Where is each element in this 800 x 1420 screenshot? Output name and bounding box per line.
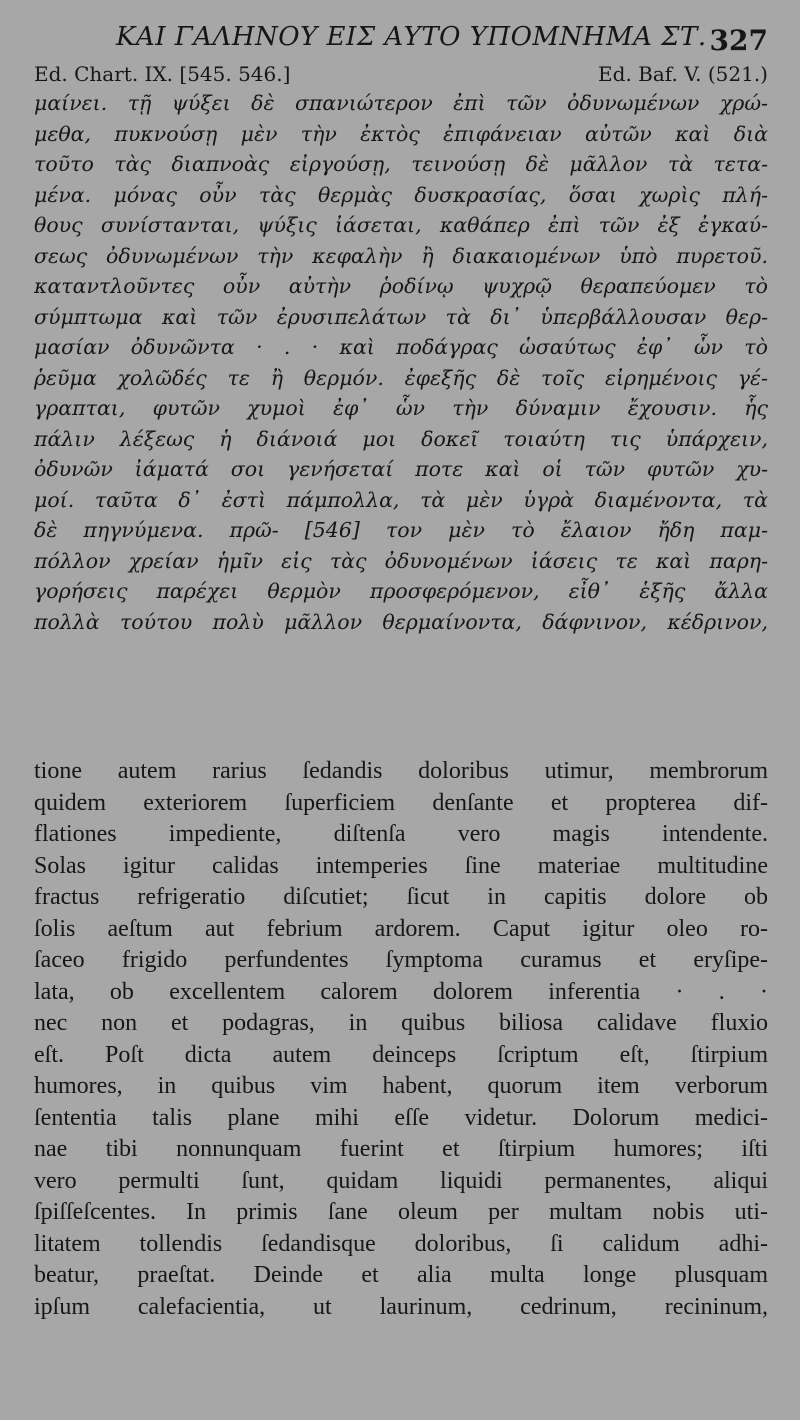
- edition-chart-reference: Ed. Chart. IX. [545. 546.]: [34, 62, 291, 86]
- latin-line: lata, ob excellentem calorem dolorem inferentia · . ·: [34, 978, 768, 1005]
- greek-line: γραπται, φυτῶν χυμοὶ ἐφ᾽ ὧν τὴν δύναμιν ἔχουσιν. ἧς: [34, 396, 768, 420]
- greek-line: μεθα, πυκνούσῃ μὲν τὴν ἐκτὸς ἐπιφάνειαν αὐτῶν καὶ διὰ: [34, 121, 768, 146]
- edition-reference-line: [34, 62, 768, 88]
- latin-line: ſolis aeſtum aut febrium ardorem. Caput igitur oleo ro-: [34, 915, 768, 942]
- latin-line: quidem exteriorem ſuperficiem denſante et propterea dif-: [34, 789, 768, 816]
- latin-text-block: [34, 756, 768, 1323]
- latin-line: beatur, praeſtat. Deinde et alia multa longe plusquam: [34, 1262, 768, 1288]
- greek-line: πολλὰ τούτου πολὺ μᾶλλον θερμαίνοντα, δάφνινον, κέδρινον,: [34, 609, 768, 634]
- latin-line: tione autem rarius ſedandis doloribus utimur, membrorum: [34, 758, 768, 784]
- greek-line: τοῦτο τὰς διαπνοὰς εἰργούσῃ, τεινούσῃ δὲ μᾶλλον τὰ τετα-: [34, 152, 768, 176]
- latin-line: fractus refrigeratio diſcutiet; ſicut in capitis dolore ob: [34, 884, 768, 910]
- greek-line: καταντλοῦντες οὖν αὐτὴν ῥοδίνῳ ψυχρῷ θεραπεύομεν τὸ: [34, 274, 768, 298]
- greek-line: μοί. ταῦτα δ᾽ ἐστὶ πάμπολλα, τὰ μὲν ὑγρὰ διαμένοντα, τὰ: [34, 487, 768, 512]
- latin-line: eſt. Poſt dicta autem deinceps ſcriptum eſt, ſtirpium: [34, 1041, 768, 1068]
- latin-line: ſpiſſeſcentes. In primis ſane oleum per multam nobis uti-: [34, 1199, 768, 1225]
- latin-line: Solas igitur calidas intemperies ſine materiae multitudine: [34, 852, 768, 879]
- greek-line: μασίαν ὀδυνῶντα · . · καὶ ποδάγρας ὡσαύτως ἐφ᾽ ὧν τὸ: [34, 335, 768, 359]
- latin-line: litatem tollendis ſedandisque doloribus, ſi calidum adhi-: [34, 1230, 768, 1257]
- greek-line: μένα. μόνας οὖν τὰς θερμὰς δυσκρασίας, ὅσαι χωρὶς πλή-: [34, 182, 768, 207]
- greek-line: σύμπτωμα καὶ τῶν ἐρυσιπελάτων τὰ δι᾽ ὑπερβάλλουσαν θερ-: [34, 304, 768, 329]
- greek-line: πάλιν λέξεως ἡ διάνοιά μοι δοκεῖ τοιαύτη τις ὑπάρχειν,: [34, 426, 768, 451]
- latin-line: ipſum calefacientia, ut laurinum, cedrinum, recininum,: [34, 1293, 768, 1320]
- latin-line: vero permulti ſunt, quidam liquidi permanentes, aliqui: [34, 1167, 768, 1194]
- latin-line: ſaceo frigido perfundentes ſymptoma curamus et eryſipe-: [34, 947, 768, 973]
- greek-line: ὀδυνῶν ἰάματά σοι γενήσεταί ποτε καὶ οἱ τῶν φυτῶν χυ-: [34, 457, 768, 481]
- latin-line: flationes impediente, diſtenſa vero magis intendente.: [34, 821, 768, 847]
- greek-line: γορήσεις παρέχει θερμὸν προσφερόμενον, εἶθ᾽ ἑξῆς ἄλλα: [34, 579, 768, 603]
- greek-line: δὲ πηγνύμενα. πρῶ- [546] τον μὲν τὸ ἔλαιον ἤδη παμ-: [34, 518, 768, 542]
- edition-basel-reference: Ed. Baf. V. (521.): [598, 62, 768, 86]
- latin-line: nae tibi nonnunquam fuerint et ſtirpium humores; iſti: [34, 1136, 768, 1162]
- greek-line: ῥεῦμα χολῶδές τε ἢ θερμόν. ἐφεξῆς δὲ τοῖς εἰρημένοις γέ-: [34, 365, 768, 390]
- greek-line: πόλλον χρείαν ἡμῖν εἰς τὰς ὀδυνομένων ἰάσεις τε καὶ παρη-: [34, 548, 768, 573]
- page-header: [34, 22, 768, 58]
- latin-line: humores, in quibus vim habent, quorum item verborum: [34, 1073, 768, 1099]
- greek-line: σεως ὀδυνωμένων τὴν κεφαλὴν ἢ διακαιομένων ὑπὸ πυρετοῦ.: [34, 243, 768, 268]
- running-title: ΚΑΙ ΓΑΛΗΝΟΥ ΕΙΣ ΑΥΤΟ ΥΠΟΜΝΗΜΑ ΣΤ.: [116, 22, 707, 52]
- latin-line: nec non et podagras, in quibus biliosa calidave fluxio: [34, 1010, 768, 1036]
- page-number: 327: [709, 24, 768, 57]
- greek-line: θους συνίστανται, ψύξις ἰάσεται, καθάπερ ἐπὶ τῶν ἐξ ἐγκαύ-: [34, 213, 768, 237]
- latin-line: ſententia talis plane mihi eſſe videtur. Dolorum medici-: [34, 1104, 768, 1131]
- greek-text-block: [34, 88, 768, 637]
- greek-line: μαίνει. τῇ ψύξει δὲ σπανιώτερον ἐπὶ τῶν ὀδυνωμένων χρώ-: [34, 91, 768, 115]
